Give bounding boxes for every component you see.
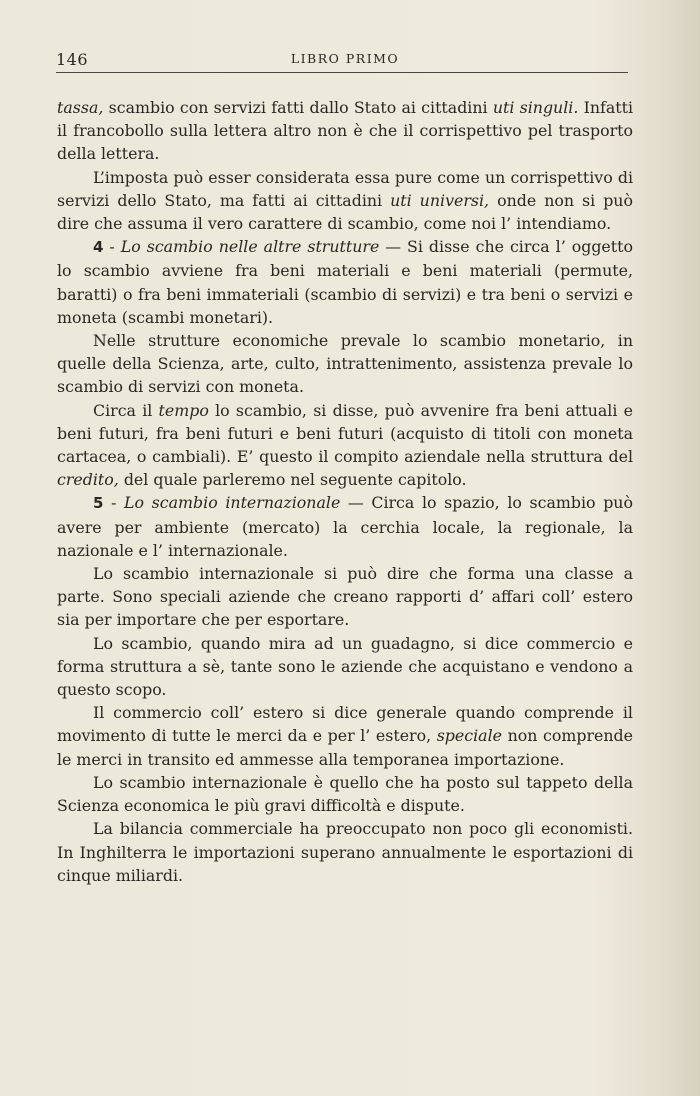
italic-text: Lo scambio internazionale — [124, 493, 341, 513]
page-number: 146 — [56, 50, 89, 69]
text-run: lo scambio, si disse, può avvenire fra beni attuali e beni futuri, fra beni futuri e beni futuri (acquisto di titoli con moneta cartacea, o cambiali). E’ questo il compito aziendale nella struttura del — [57, 400, 633, 467]
text-run: — Si disse che circa l’ oggetto lo scambio avviene fra beni materiali e beni materiali (permute, baratti) o fra beni immateriali (scambio di servizi) e tra beni o servizi e moneta (scambi monetari). — [57, 237, 633, 327]
text-run: La bilancia commerciale ha preoccupato non poco gli economisti. In Inghilterra le importazioni superano annualmente le esportazioni di cinque miliardi. — [57, 819, 633, 885]
paragraph — [57, 562, 633, 632]
body-text — [57, 96, 633, 887]
italic-text: tassa, — [57, 98, 104, 117]
text-run: Nelle strutture economiche prevale lo scambio monetario, in quelle della Scienza, arte, culto, intrattenimento, assistenza prevale lo scambio di servizi con moneta. — [57, 331, 633, 397]
italic-text: credito, — [57, 470, 119, 490]
paragraph — [57, 771, 633, 817]
text-run: del quale parleremo nel seguente capitolo. — [118, 470, 467, 490]
text-run: L’imposta può esser considerata essa pure come un corrispettivo di servizi dello Stato, ma fatti ai cittadini — [57, 167, 633, 210]
section-number: 5 — [93, 494, 104, 513]
text-run: Lo scambio internazionale è quello che ha posto sul tappeto della Scienza economica le più gravi difficoltà e dispute. — [57, 772, 633, 816]
text-run: Circa il — [93, 400, 159, 420]
italic-text: uti universi, — [390, 190, 490, 210]
text-run: - — [103, 237, 121, 257]
paragraph — [57, 817, 633, 887]
paragraph — [57, 329, 633, 399]
italic-text: tempo — [158, 400, 209, 420]
italic-text: uti singuli. — [492, 98, 579, 117]
text-run: scambio con servizi fatti dallo Stato ai cittadini — [103, 98, 493, 117]
italic-text: speciale — [436, 726, 502, 746]
text-run: Infatti il francobollo sulla lettera altro non è che il corrispettivo pel trasporto della lettera. — [57, 98, 634, 164]
paragraph — [57, 399, 633, 492]
running-head — [56, 50, 634, 72]
paragraph — [57, 96, 633, 166]
text-run: Lo scambio internazionale si può dire che forma una classe a parte. Sono speciali aziende che creano rapporti d’ affari coll’ estero sia per importare che per esportare. — [57, 564, 633, 630]
text-run: — Circa lo spazio, lo scambio può avere per ambiente (mercato) la cerchia locale, la regionale, la nazionale e l’ internazionale. — [57, 493, 633, 560]
italic-text: Lo scambio nelle altre strutture — [120, 237, 380, 257]
paragraph — [57, 491, 633, 562]
text-run: - — [103, 493, 125, 513]
text-run: Lo scambio, quando mira ad un guadagno, si dice commercio e forma struttura a sè, tante sono le aziende che acquistano e vendono a questo scopo. — [57, 633, 633, 700]
section-number: 4 — [93, 238, 104, 257]
text-run: onde non si può dire che assuma il vero carattere di scambio, come noi l’ intendiamo. — [57, 190, 633, 234]
book-title: LIBRO PRIMO — [290, 51, 400, 66]
paragraph — [57, 701, 633, 771]
text-run: Il commercio coll’ estero si dice generale quando comprende il movimento di tutte le merci da e per l’ estero, — [57, 703, 633, 746]
header-rule — [56, 72, 628, 73]
paragraph — [57, 166, 633, 236]
text-run: non comprende le merci in transito ed ammesse alla temporanea importazione. — [57, 726, 633, 769]
paragraph — [57, 235, 633, 329]
paragraph — [57, 632, 633, 702]
